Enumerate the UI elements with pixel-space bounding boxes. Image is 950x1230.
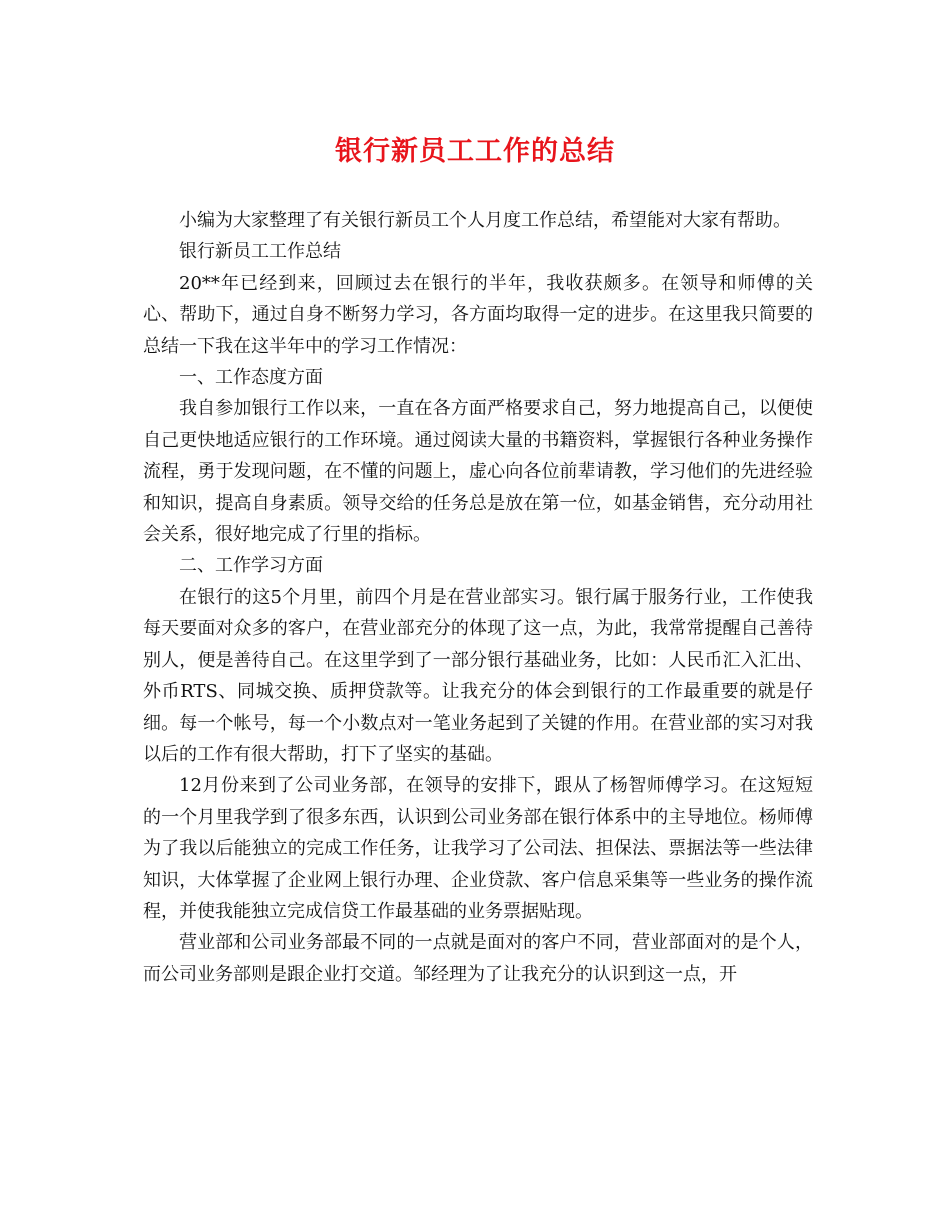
paragraph-comparison: 营业部和公司业务部最不同的一点就是面对的客户不同，营业部面对的是个人，而公司业务部则是跟企业打交道。邹经理为了让我充分的认识到这一点，开	[143, 932, 813, 985]
document-title: 银行新员工工作的总结	[335, 136, 615, 167]
section-heading-study: 二、工作学习方面	[179, 555, 323, 577]
document-body	[143, 205, 813, 990]
paragraph-corporate-dept: 12月份来到了公司业务部，在领导的安排下，跟从了杨智师傅学习。在这短短的一个月里我学到了很多东西，认识到公司业务部在银行体系中的主导地位。杨师傅为了我以后能独立的完成工作任务，让我学习了公司法、担保法、票据法等一些法律知识，大体掌握了企业网上银行办理、企业贷款、客户信息采集等一些业务的操作流程，并使我能独立完成信贷工作最基础的业务票据贴现。	[143, 775, 813, 922]
paragraph-business-dept: 在银行的这5个月里，前四个月是在营业部实习。银行属于服务行业，工作使我每天要面对众多的客户，在营业部充分的体现了这一点，为此，我常常提醒自己善待别人，便是善待自己。在这里学到了一部分银行基础业务，比如：人民币汇入汇出、外币RTS、同城交换、质押贷款等。让我充分的体会到银行的工作最重要的就是仔细。每一个帐号，每一个小数点对一笔业务起到了关键的作用。在营业部的实习对我以后的工作有很大帮助，打下了坚实的基础。	[143, 586, 813, 765]
paragraph-intro: 小编为大家整理了有关银行新员工个人月度工作总结，希望能对大家有帮助。	[179, 210, 791, 231]
paragraph-overview: 20**年已经到来，回顾过去在银行的半年，我收获颇多。在领导和师傅的关心、帮助下，通过自身不断努力学习，各方面均取得一定的进步。在这里我只简要的总结一下我在这半年中的学习工作情况：	[143, 272, 813, 357]
paragraph-attitude: 我自参加银行工作以来，一直在各方面严格要求自己，努力地提高自己，以便使自己更快地适应银行的工作环境。通过阅读大量的书籍资料，掌握银行各种业务操作流程，勇于发现问题，在不懂的问题上，虚心向各位前辈请教，学习他们的先进经验和知识，提高自身素质。领导交给的任务总是放在第一位，如基金销售，充分动用社会关系，很好地完成了行里的指标。	[143, 398, 813, 546]
paragraph-subtitle: 银行新员工工作总结	[179, 241, 341, 263]
section-heading-attitude: 一、工作态度方面	[179, 367, 323, 389]
